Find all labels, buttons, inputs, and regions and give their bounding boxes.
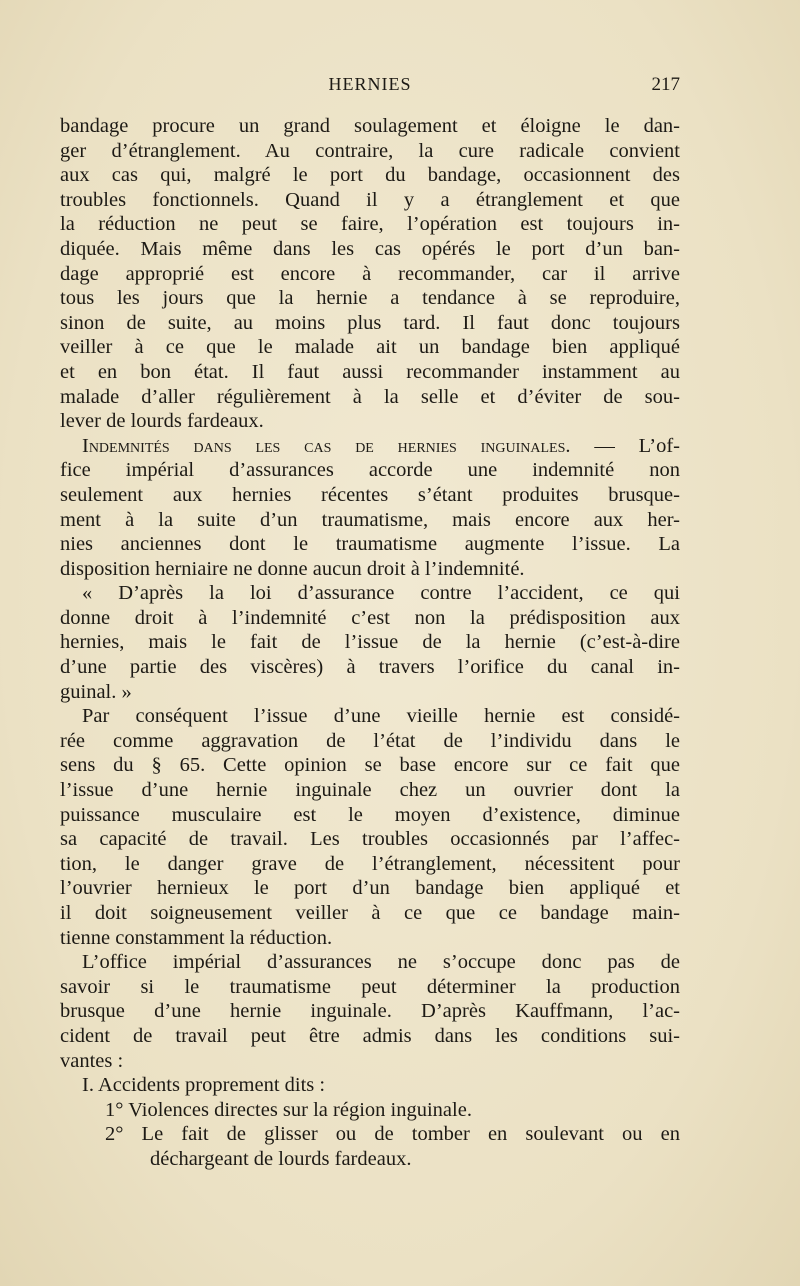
text-line: L’office impérial d’assurances ne s’occupe donc pas de [82,951,680,974]
text-line: hernies, mais le fait de l’issue de la hernie (c’est-à-dire [60,631,680,654]
text-line: l’issue d’une hernie inguinale chez un ouvrier dont la [60,779,680,802]
text-line: sinon de suite, au moins plus tard. Il faut donc toujours [60,311,680,334]
text-line: fice impérial d’assurances accorde une indemnité non [60,459,680,482]
text-line: diquée. Mais même dans les cas opérés le port d’un ban- [60,237,680,260]
text-line: il doit soigneusement veiller à ce que ce bandage main- [60,902,680,924]
text-line: disposition herniaire ne donne aucun droit à l’indemnité. [60,557,525,580]
text-line: ger d’étranglement. Au contraire, la cure radicale convient [60,139,680,162]
section-heading: Indemnités dans les cas de hernies inguinales. [82,434,571,457]
text-line: troubles fonctionnels. Quand il y a étranglement et que [60,188,680,211]
text-line: tion, le danger grave de l’étranglement, nécessitent pour [60,852,680,875]
text-line: « D’après la loi d’assurance contre l’accident, ce qui [82,582,680,605]
line-text: — L’of- [570,434,680,457]
text-line: dage approprié est encore à recommander, car il arrive [60,262,680,285]
text-line [60,434,680,459]
text-line: seulement aux hernies récentes s’étant produites brusque- [60,483,680,506]
text-line: lever de lourds fardeaux. [60,410,264,433]
page-number: 217 [651,74,680,95]
text-line: Par conséquent l’issue d’une vieille hernie est considé- [82,705,680,728]
text-line: rée comme aggravation de l’état de l’individu dans le [60,729,680,752]
page-header [60,74,680,104]
text-line: aux cas qui, malgré le port du bandage, occasionnent des [60,164,680,187]
text-line: cident de travail peut être admis dans les conditions sui- [60,1024,680,1047]
text-line: donne droit à l’indemnité c’est non la prédisposition aux [60,606,680,629]
text-line: la réduction ne peut se faire, l’opération est toujours in- [60,213,680,236]
text-line: brusque d’une hernie inguinale. D’après Kauffmann, l’ac- [60,1000,680,1023]
text-line: 1° Violences directes sur la région inguinale. [105,1098,472,1121]
text-line: sa capacité de travail. Les troubles occasionnés par l’affec- [60,828,680,851]
text-line: tienne constamment la réduction. [60,926,333,949]
text-line: l’ouvrier hernieux le port d’un bandage bien appliqué et [60,877,680,900]
page-body [60,114,680,1172]
text-line: nies anciennes dont le traumatisme augmente l’issue. La [60,533,680,556]
text-line: tous les jours que la hernie a tendance à se reproduire, [60,287,680,310]
text-line: malade d’aller régulièrement à la selle et d’éviter de sou- [60,385,680,408]
text-line: ment à la suite d’un traumatisme, mais encore aux her- [60,508,680,531]
text-line: bandage procure un grand soulagement et éloigne le dan- [60,115,680,137]
text-line: sens du § 65. Cette opinion se base encore sur ce fait que [60,754,680,777]
text-line: d’une partie des viscères) à travers l’orifice du canal in- [60,656,680,679]
running-title: HERNIES [328,74,412,94]
text-line: puissance musculaire est le moyen d’existence, diminue [60,803,680,826]
text-line: veiller à ce que le malade ait un bandage bien appliqué [60,336,680,359]
text-line: vantes : [60,1049,124,1072]
text-line: déchargeant de lourds fardeaux. [150,1147,412,1170]
text-line: savoir si le traumatisme peut déterminer la production [60,975,680,998]
text-line: et en bon état. Il faut aussi recommander instamment au [60,360,680,383]
text-line: 2° Le fait de glisser ou de tomber en soulevant ou en [105,1123,680,1146]
text-line: guinal. » [60,680,132,703]
text-line: I. Accidents proprement dits : [82,1074,326,1097]
